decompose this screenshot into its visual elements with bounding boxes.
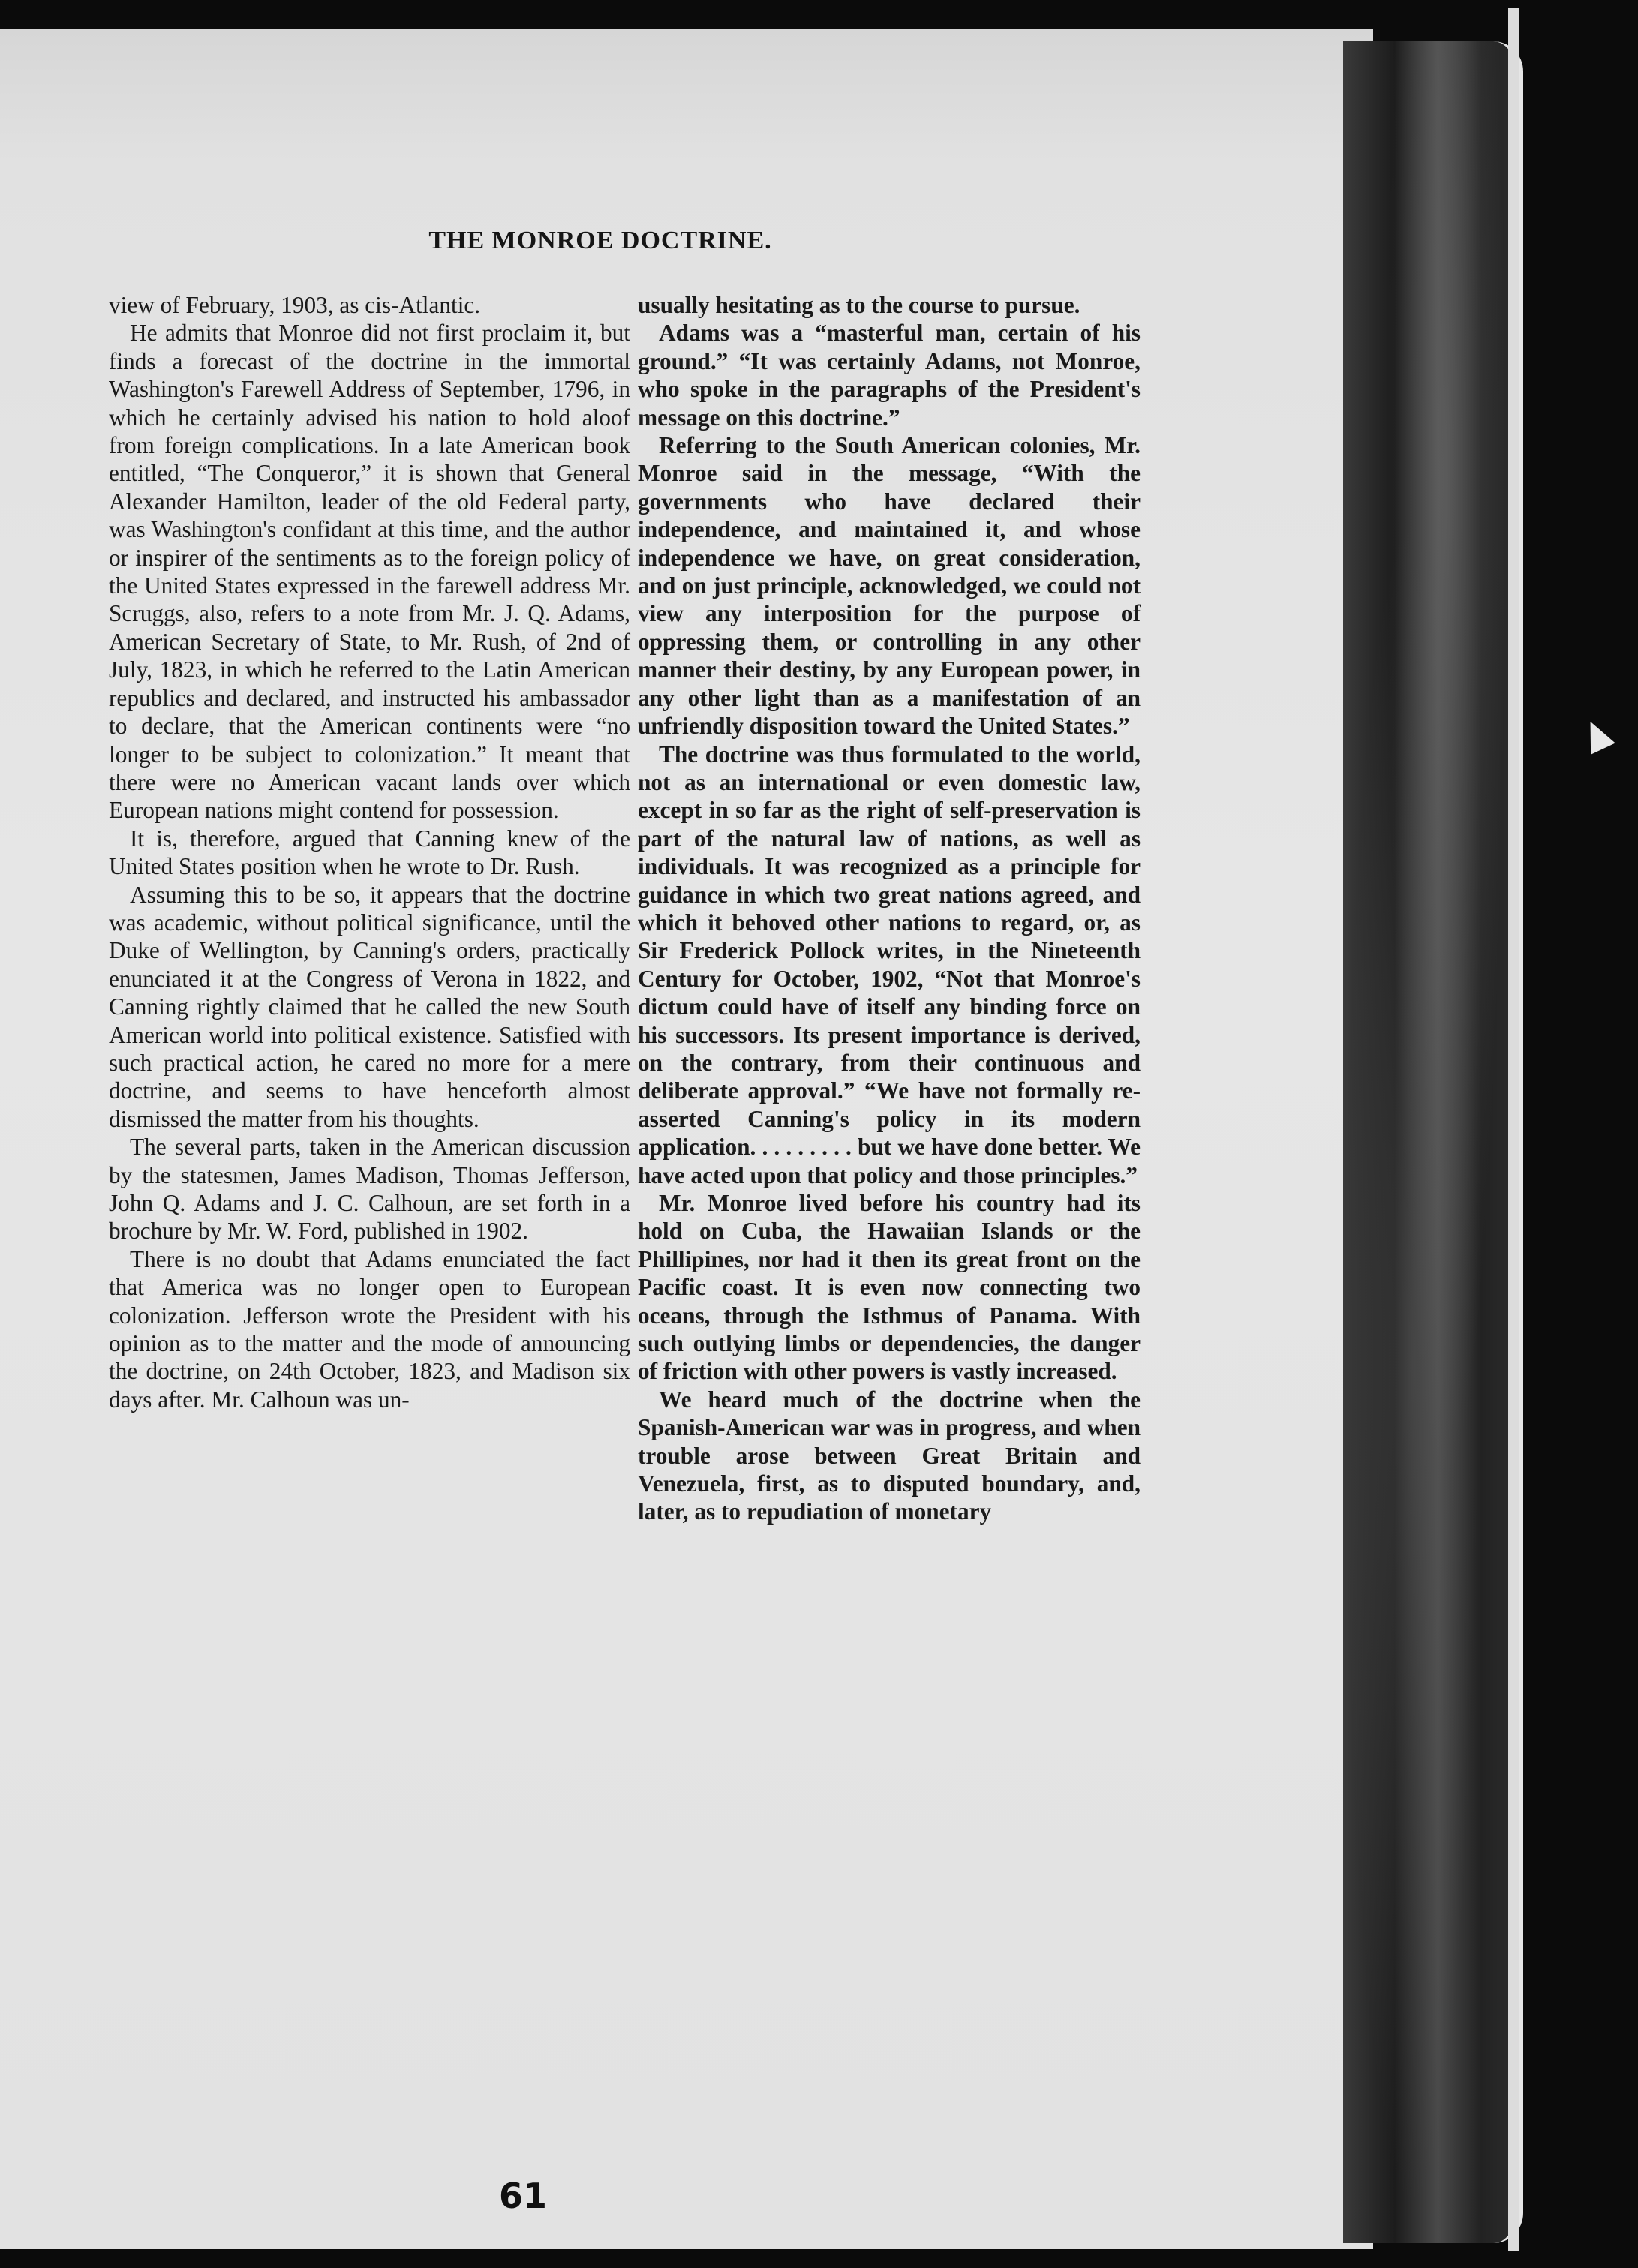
book-binding bbox=[1343, 41, 1523, 2243]
paragraph: view of February, 1903, as cis-Atlantic. bbox=[109, 292, 481, 318]
paragraph: usually hesitating as to the course to pursue. bbox=[638, 292, 1080, 318]
paragraph: Referring to the South American colonies, Mr. Monroe said in the message, “With the governments who have declared their independence, and maintained it, and whose independence we have, on great consideration, and on just principle, acknowledged, we could not view any interposition for the purpose of oppressing them, or controlling in any other manner their destiny, by any European power, in any other light than as a manifestation of an unfriendly disposition toward the United States.” bbox=[638, 432, 1141, 740]
margin-mark bbox=[1578, 716, 1615, 754]
paragraph: He admits that Monroe did not first proclaim it, but finds a forecast of the doctrine in the immortal Washington's Farewell Address of September, 1796, in which he certainly advised his nation to hold aloof from foreign complications. In a late American book entitled, “The Conqueror,” it is shown that General Alexander Hamilton, leader of the old Federal party, was Washington's confidant at this time, and the author or inspirer of the sentiments as to the foreign policy of the United States expressed in the farewell address Mr. Scruggs, also, refers to a note from Mr. J. Q. Adams, American Secretary of State, to Mr. Rush, of 2nd of July, 1823, in which he referred to the Latin American republics and declared, and instructed his ambassador to declare, that the American continents were “no longer to be subject to colonization.” It meant that there were no American vacant lands over which European nations might contend for possession. bbox=[109, 320, 630, 824]
paragraph: The doctrine was thus formulated to the world, not as an international or even domestic law, except in so far as the right of self-preservation is part of the natural law of nations, as well as individuals. It was recognized as a principle for guidance in which two great nations agreed, and which it behoved other nations to regard, or, as Sir Frederick Pollock writes, in the Nineteenth Century for October, 1902, “Not that Monroe's dictum could have of itself any binding force on his successors. Its present importance is derived, on the contrary, from their continuous and deliberate approval.” “We have not formally re-asserted Canning's policy in its modern application. . . . . . . . . but we have done better. We have acted upon that policy and those principles.” bbox=[638, 740, 1141, 1188]
left-column bbox=[109, 291, 630, 1413]
binding-edge bbox=[1508, 8, 1519, 2251]
paragraph: There is no doubt that Adams enunciated the fact that America was no longer open to European colonization. Jefferson wrote the President with his opinion as to the matter and the mode of announcing the doctrine, on 24th October, 1823, and Madison six days after. Mr. Calhoun was un- bbox=[109, 1245, 630, 1413]
paragraph: Assuming this to be so, it appears that the doctrine was academic, without political significance, until the Duke of Wellington, by Canning's orders, practically enunciated it at the Congress of Verona in 1822, and Canning rightly claimed that he called the new South American world into political existence. Satisfied with such practical action, he cared no more for a mere doctrine, and seems to have henceforth almost dismissed the matter from his thoughts. bbox=[109, 881, 630, 1132]
paragraph: Adams was a “masterful man, certain of his ground.” “It was certainly Adams, not Monroe, who spoke in the paragraphs of the President's message on this doctrine.” bbox=[638, 320, 1141, 431]
folio-number: 61 bbox=[499, 2176, 548, 2216]
paragraph: We heard much of the doctrine when the Spanish-American war was in progress, and when trouble arose between Great Britain and Venezuela, first, as to disputed boundary, and, later, as to repudiation of monetary bbox=[638, 1386, 1141, 1525]
running-header: THE MONROE DOCTRINE. bbox=[428, 227, 772, 254]
paragraph: The several parts, taken in the American discussion by the statesmen, James Madison, Thomas Jefferson, John Q. Adams and J. C. Calhoun, are set forth in a brochure by Mr. W. Ford, published in 1902. bbox=[109, 1134, 630, 1245]
paragraph: It is, therefore, argued that Canning knew of the United States position when he wrote to Dr. Rush. bbox=[109, 825, 630, 880]
right-column bbox=[638, 291, 1141, 1526]
paragraph: Mr. Monroe lived before his country had its hold on Cuba, the Hawaiian Islands or the Phillipines, nor had it then its great front on the Pacific coast. It is even now connecting two oceans, through the Isthmus of Panama. With such outlying limbs or dependencies, the danger of friction with other powers is vastly increased. bbox=[638, 1190, 1141, 1385]
